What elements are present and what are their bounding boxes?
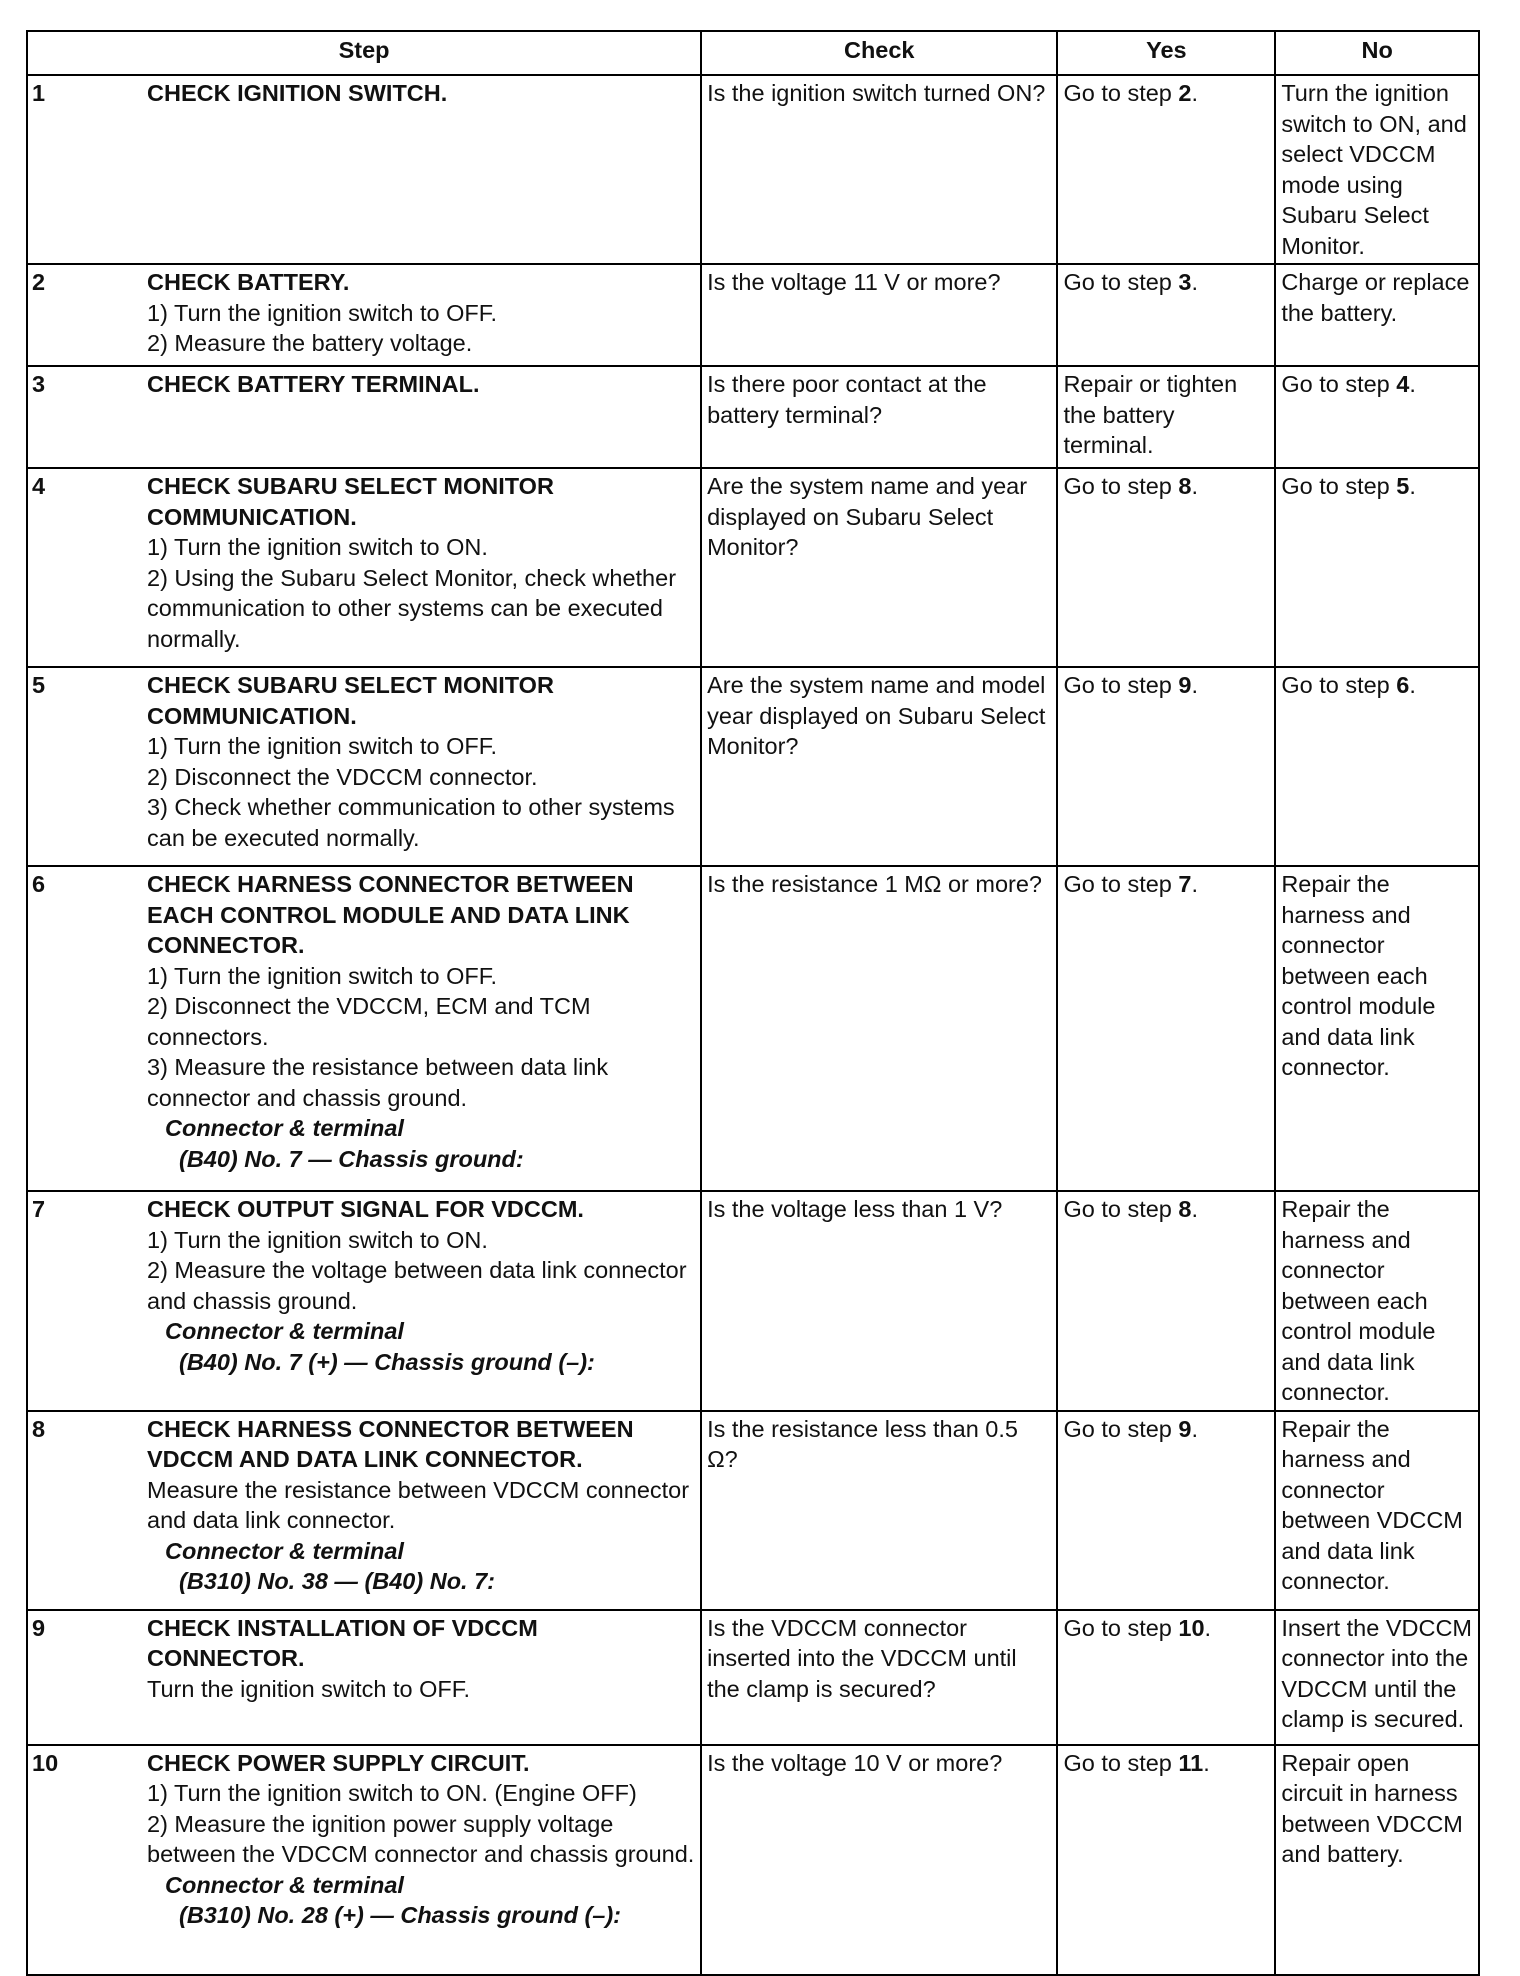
header-no: No [1275,31,1479,75]
no-cell: Repair the harness and connector between each control module and data link connector. [1275,1191,1479,1411]
yes-cell [1057,866,1275,1191]
step-title: CHECK SUBARU SELECT MONITOR COMMUNICATION. [147,672,554,729]
goto-step-number: 4 [1396,371,1410,397]
table-row [27,1411,1479,1610]
goto-period: . [1191,269,1198,295]
check-cell: Are the system name and model year displayed on Subaru Select Monitor? [701,667,1057,866]
check-cell: Are the system name and year displayed on Subaru Select Monitor? [701,468,1057,667]
step-title: CHECK IGNITION SWITCH. [147,80,448,106]
step-title: CHECK BATTERY. [147,269,350,295]
goto-step-number: 6 [1396,672,1410,698]
connector-terminal-spec: (B40) No. 7 (+) — Chassis ground (–): [179,1348,595,1375]
no-cell [1275,468,1479,667]
step-number: 8 [32,1415,46,1442]
yes-cell [1057,75,1275,264]
yes-cell [1057,1745,1275,1975]
check-cell: Is the voltage 10 V or more? [701,1745,1057,1975]
step-number: 2 [32,269,46,295]
goto-period: . [1203,1749,1210,1776]
step-instruction: 1) Turn the ignition switch to ON. [147,534,488,560]
no-cell [1275,667,1479,866]
yes-cell [1057,667,1275,866]
step-cell [27,866,701,1191]
header-step: Step [27,31,701,75]
step-number: 1 [32,80,46,106]
goto-step-number: 3 [1178,269,1192,295]
goto-text: Go to step [1063,1749,1179,1776]
no-cell: Repair open circuit in harness between VDCCM and battery. [1275,1745,1479,1975]
step-cell [27,1411,701,1610]
step-number: 9 [32,1614,46,1641]
step-title: CHECK POWER SUPPLY CIRCUIT. [147,1749,530,1776]
step-number: 3 [32,371,46,397]
step-title: CHECK BATTERY TERMINAL. [147,371,480,397]
step-number: 10 [32,1749,59,1776]
step-number: 4 [32,473,46,499]
step-number: 7 [32,1196,46,1222]
goto-text: Go to step [1063,473,1179,499]
goto-step-number: 8 [1178,473,1192,499]
step-title: CHECK OUTPUT SIGNAL FOR VDCCM. [147,1196,584,1222]
step-number: 6 [32,871,46,897]
goto-period: . [1191,473,1198,499]
step-instruction: 3) Check whether communication to other systems can be executed normally. [147,794,675,851]
goto-step-number: 2 [1178,80,1192,106]
yes-cell [1057,1191,1275,1411]
step-instruction: 1) Turn the ignition switch to ON. [147,1226,488,1253]
check-cell: Is the ignition switch turned ON? [701,75,1057,264]
check-cell: Is the voltage 11 V or more? [701,264,1057,366]
goto-step-number: 7 [1178,871,1192,897]
yes-cell: Repair or tighten the battery terminal. [1057,366,1275,468]
diagnostic-table [26,30,1480,1976]
no-cell: Repair the harness and connector between each control module and data link connector. [1275,866,1479,1191]
step-instruction: 1) Turn the ignition switch to OFF. [147,299,498,326]
step-instruction: 2) Disconnect the VDCCM connector. [147,763,538,790]
table-row [27,75,1479,264]
header-row [27,31,1479,75]
table-row [27,1191,1479,1411]
yes-cell [1057,264,1275,366]
goto-period: . [1204,1614,1212,1641]
step-instruction: 1) Turn the ignition switch to OFF. [147,733,498,759]
step-instruction: 1) Turn the ignition switch to ON. (Engine OFF) [147,1780,637,1806]
connector-terminal-label: Connector & terminal [165,1115,404,1141]
yes-cell [1057,1411,1275,1610]
goto-text: Go to step [1281,672,1397,698]
step-instruction: 2) Measure the battery voltage. [147,330,473,356]
goto-period: . [1191,1196,1198,1222]
no-cell: Repair the harness and connector between VDCCM and data link connector. [1275,1411,1479,1610]
connector-terminal-label: Connector & terminal [165,1871,404,1898]
goto-period: . [1191,672,1198,698]
yes-cell [1057,1610,1275,1745]
connector-terminal-spec: (B310) No. 38 — (B40) No. 7: [179,1568,496,1594]
step-cell [27,366,701,468]
goto-text: Go to step [1281,371,1397,397]
goto-period: . [1409,473,1416,499]
goto-period: . [1409,672,1416,698]
goto-text: Go to step [1063,672,1179,698]
step-instruction: 2) Measure the voltage between data link connector and chassis ground. [147,1257,687,1314]
yes-cell [1057,468,1275,667]
table-row [27,1745,1479,1975]
goto-step-number: 8 [1178,1196,1192,1222]
connector-terminal-spec: (B310) No. 28 (+) — Chassis ground (–): [179,1902,622,1928]
step-title: CHECK HARNESS CONNECTOR BETWEEN VDCCM AND DATA LINK CONNECTOR. [147,1415,634,1472]
step-cell [27,264,701,366]
goto-step-number: 10 [1178,1614,1205,1641]
step-number: 5 [32,672,46,698]
no-cell: Charge or replace the battery. [1275,264,1479,366]
goto-period: . [1191,1415,1198,1442]
step-title: CHECK INSTALLATION OF VDCCM CONNECTOR. [147,1614,538,1671]
goto-period: . [1191,871,1198,897]
step-cell [27,75,701,264]
step-title: CHECK HARNESS CONNECTOR BETWEEN EACH CONTROL MODULE AND DATA LINK CONNECTOR. [147,871,634,958]
goto-step-number: 5 [1396,473,1410,499]
check-cell: Is there poor contact at the battery terminal? [701,366,1057,468]
check-cell: Is the resistance 1 MΩ or more? [701,866,1057,1191]
table-row [27,468,1479,667]
goto-text: Go to step [1281,473,1397,499]
table-row [27,866,1479,1191]
step-instruction: Turn the ignition switch to OFF. [147,1675,471,1702]
step-title: CHECK SUBARU SELECT MONITOR COMMUNICATION. [147,473,554,530]
check-cell: Is the resistance less than 0.5 Ω? [701,1411,1057,1610]
step-cell [27,1610,701,1745]
step-cell [27,1191,701,1411]
goto-step-number: 9 [1178,1415,1192,1442]
goto-text: Go to step [1063,80,1179,106]
goto-text: Go to step [1063,1614,1179,1641]
step-instruction: 3) Measure the resistance between data link connector and chassis ground. [147,1054,609,1111]
header-check: Check [701,31,1057,75]
check-cell: Is the voltage less than 1 V? [701,1191,1057,1411]
table-row [27,667,1479,866]
no-cell: Insert the VDCCM connector into the VDCCM until the clamp is secured. [1275,1610,1479,1745]
step-instruction: Measure the resistance between VDCCM connector and data link connector. [147,1476,690,1533]
step-cell [27,1745,701,1975]
goto-step-number: 9 [1178,672,1192,698]
goto-period: . [1191,80,1198,106]
goto-text: Go to step [1063,871,1179,897]
no-cell [1275,366,1479,468]
step-cell [27,468,701,667]
goto-text: Go to step [1063,1196,1179,1222]
table-row [27,264,1479,366]
step-instruction: 1) Turn the ignition switch to OFF. [147,962,498,989]
goto-step-number: 11 [1178,1749,1204,1776]
table-row [27,1610,1479,1745]
step-cell [27,667,701,866]
check-cell: Is the VDCCM connector inserted into the VDCCM until the clamp is secured? [701,1610,1057,1745]
connector-terminal-spec: (B40) No. 7 — Chassis ground: [179,1145,524,1172]
goto-text: Go to step [1063,1415,1179,1442]
no-cell: Turn the ignition switch to ON, and select VDCCM mode using Subaru Select Monitor. [1275,75,1479,264]
goto-period: . [1409,371,1416,397]
table-row [27,366,1479,468]
goto-text: Go to step [1063,269,1179,295]
header-yes: Yes [1057,31,1275,75]
step-instruction: 2) Disconnect the VDCCM, ECM and TCM connectors. [147,993,591,1050]
step-instruction: 2) Using the Subaru Select Monitor, check whether communication to other systems can be executed normally. [147,564,677,652]
connector-terminal-label: Connector & terminal [165,1318,404,1344]
step-instruction: 2) Measure the ignition power supply voltage between the VDCCM connector and chassis ground. [147,1810,695,1867]
connector-terminal-label: Connector & terminal [165,1537,404,1564]
